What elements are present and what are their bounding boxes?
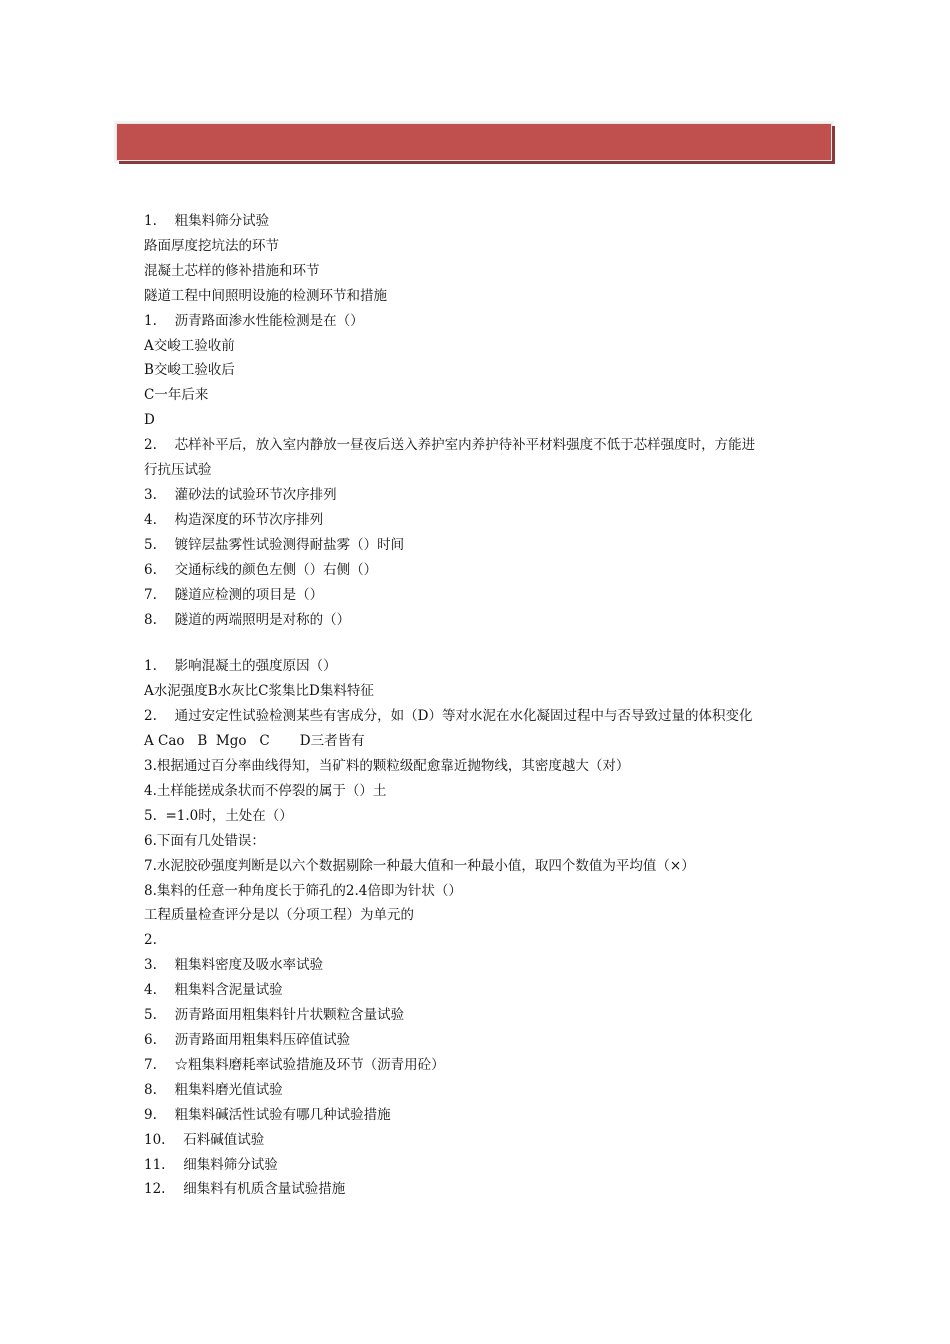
text-line: 1. 粗集料筛分试验 [144, 213, 270, 229]
text-line: 2. 通过安定性试验检测某些有害成分，如（D）等对水泥在水化凝固过程中与否导致过量的体积变化 [144, 708, 753, 725]
text-line: 混凝土芯样的修补措施和环节 [144, 262, 320, 279]
text-line: 4. 构造深度的环节次序排列 [144, 511, 324, 528]
text-line: 路面厚度挖坑法的环节 [144, 237, 279, 254]
text-line: 5. =1.0时，土处在（） [144, 807, 293, 824]
question-list-section-1 [144, 209, 824, 632]
text-line: 1. 沥青路面渗水性能检测是在（） [144, 312, 364, 329]
text-line: 6. 沥青路面用粗集料压碎值试验 [144, 1032, 351, 1048]
text-line: 行抗压试验 [144, 462, 212, 479]
text-line: C一年后来 [144, 387, 209, 404]
section-spacer [144, 632, 824, 654]
text-line: 7. 隧道应检测的项目是（） [144, 586, 324, 603]
text-line: 12. 细集料有机质含量试验措施 [144, 1181, 346, 1198]
text-line: 6.下面有几处错误： [144, 832, 265, 849]
text-line: 7. ☆粗集料磨耗率试验措施及环节（沥青用砼） [144, 1056, 445, 1073]
question-list-section-2 [144, 654, 824, 1202]
text-line: 2. 芯样补平后，放入室内静放一昼夜后送入养护室内养护待补平材料强度不低于芯样强度时，方能进 [144, 437, 756, 454]
text-line: 4.土样能搓成条状而不停裂的属于（）土 [144, 782, 387, 799]
text-line: 5. 沥青路面用粗集料针片状颗粒含量试验 [144, 1007, 405, 1024]
document-body [144, 209, 824, 1202]
text-line: 3. 灌砂法的试验环节次序排列 [144, 486, 337, 503]
text-line: 11. 细集料筛分试验 [144, 1156, 278, 1173]
text-line: 10. 石料碱值试验 [144, 1131, 265, 1148]
text-line: 7.水泥胶砂强度判断是以六个数据剔除一种最大值和一种最小值，取四个数值为平均值（×） [144, 857, 695, 874]
text-line: B交峻工验收后 [144, 362, 235, 379]
text-line: 隧道工程中间照明设施的检测环节和措施 [144, 287, 387, 304]
text-line: A Cao B Mgo C D三者皆有 [144, 733, 365, 750]
text-line: 8. 粗集料磨光值试验 [144, 1081, 283, 1098]
text-line: 工程质量检查评分是以（分项工程）为单元的 [144, 907, 414, 924]
text-line: 3.根据通过百分率曲线得知，当矿料的颗粒级配愈靠近抛物线，其密度越大（对） [144, 758, 630, 775]
text-line: 1. 影响混凝土的强度原因（） [144, 658, 337, 675]
text-line: D [144, 412, 155, 429]
header-banner [116, 123, 832, 161]
text-line: 4. 粗集料含泥量试验 [144, 982, 283, 999]
text-line: 3. 粗集料密度及吸水率试验 [144, 957, 324, 974]
text-line: 5. 镀锌层盐雾性试验测得耐盐雾（）时间 [144, 536, 405, 553]
text-line: 6. 交通标线的颜色左侧（）右侧（） [144, 561, 378, 578]
text-line: A交峻工验收前 [144, 337, 235, 354]
text-line: 8.集料的任意一种角度长于筛孔的2.4倍即为针状（） [144, 882, 462, 899]
text-line: A水泥强度B水灰比C浆集比D集料特征 [144, 683, 374, 700]
text-line: 8. 隧道的两端照明是对称的（） [144, 611, 351, 628]
text-line: 2. [144, 932, 157, 949]
text-line: 9. 粗集料碱活性试验有哪几种试验措施 [144, 1106, 391, 1123]
